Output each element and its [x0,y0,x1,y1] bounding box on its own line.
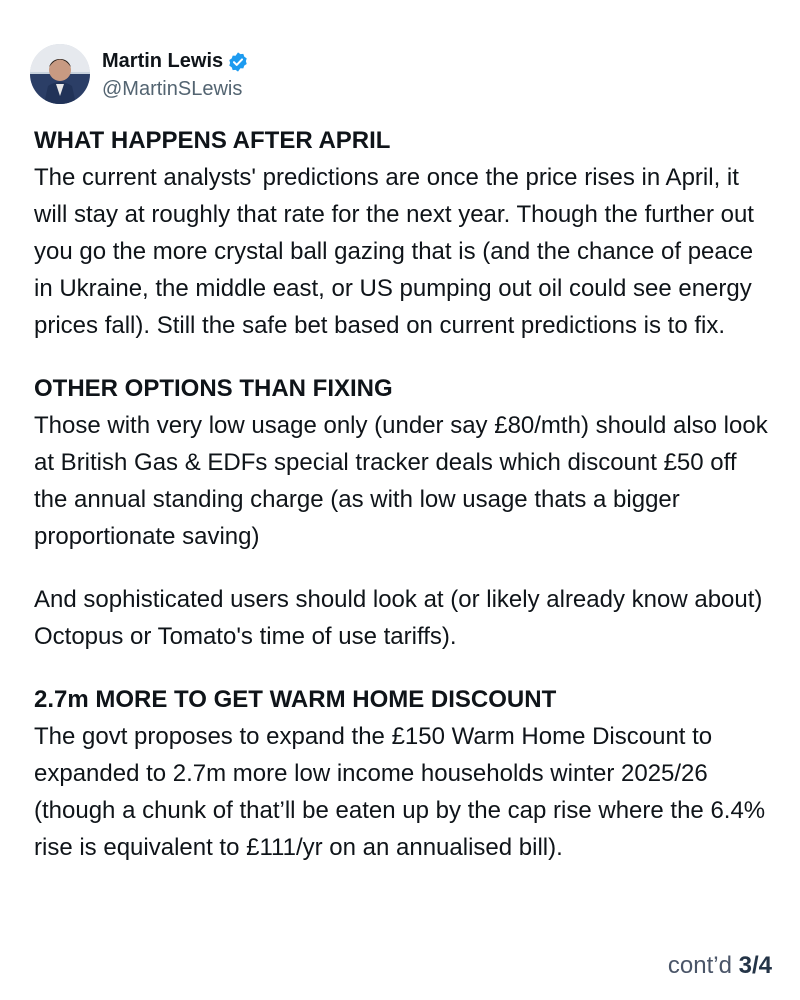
tweet-text [34,122,774,892]
section-body: And sophisticated users should look at (or likely already know about) Octopus or Tomato's time of use tariffs). [34,586,763,650]
section-heading: OTHER OPTIONS THAN FIXING [34,375,393,402]
user-handle[interactable]: @MartinSLewis [102,77,243,100]
avatar[interactable] [30,44,90,104]
section-warm-home-discount [34,681,774,866]
avatar-photo [30,44,90,104]
tweet-header [30,44,249,104]
thread-page: 3/4 [738,952,772,979]
verified-badge-icon [227,51,249,73]
section-body: The current analysts' predictions are once the price rises in April, it will stay at roughly that rate for the next year. Though the further out you go the more crystal ball gazing that is (and the chance of peace in Ukraine, the middle east, or US pumping out oil could see energy prices fall). Still the safe bet based on current predictions is to fix. [34,164,754,339]
display-name[interactable]: Martin Lewis [102,50,224,72]
thread-prefix: cont’d [667,952,739,979]
section-heading: WHAT HAPPENS AFTER APRIL [34,127,391,154]
section-body: Those with very low usage only (under say £80/mth) should also look at British Gas & EDFs special tracker deals which discount £50 off the annual standing charge (as with low usage thats a bigger proportionate saving) [34,412,768,550]
section-after-april [34,122,774,344]
section-body: The govt proposes to expand the £150 Warm Home Discount to expanded to 2.7m more low income households winter 2025/26 (though a chunk of that’ll be eaten up by the cap rise where the 6.4% rise is equivalent to £111/yr on an annualised bill). [34,723,766,861]
thread-position [668,952,772,980]
section-heading: 2.7m MORE TO GET WARM HOME DISCOUNT [34,686,557,713]
section-other-options [34,370,774,555]
section-time-of-use [34,581,774,655]
